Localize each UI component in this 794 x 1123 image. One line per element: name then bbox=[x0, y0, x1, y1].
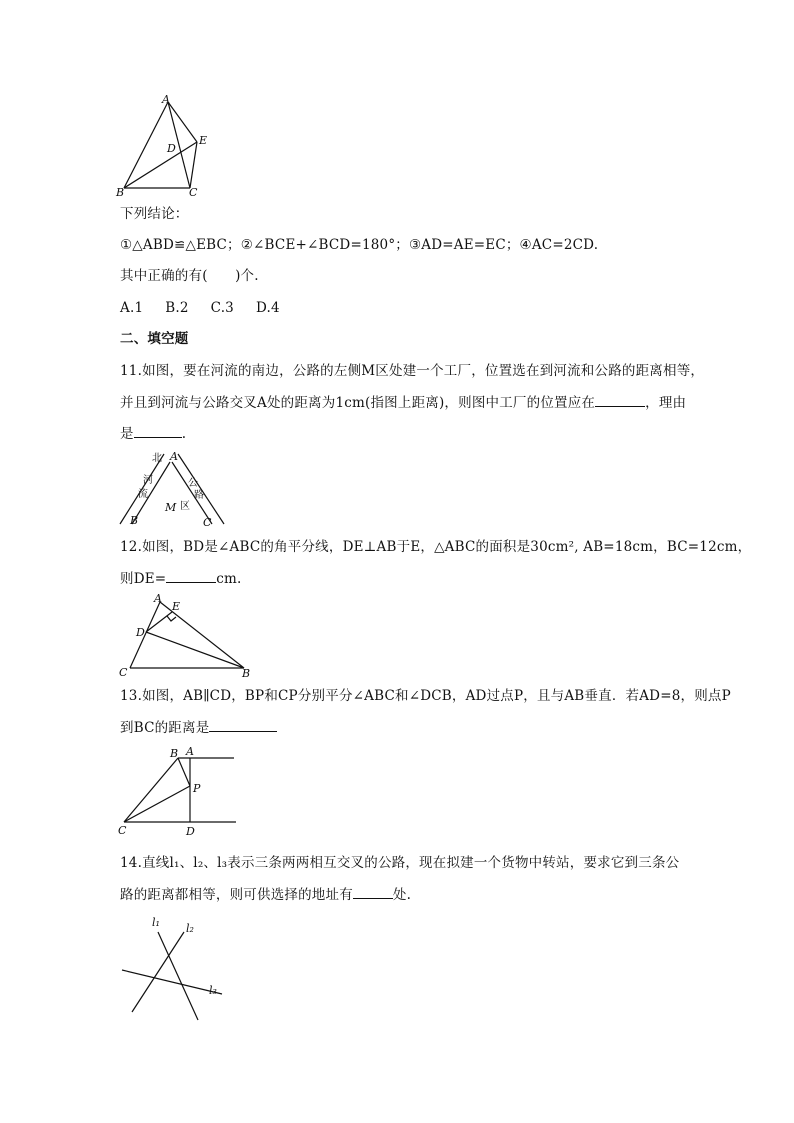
q13-label-d: D bbox=[186, 825, 195, 838]
q11-north-label: 北 bbox=[152, 453, 162, 464]
q13-line2 bbox=[120, 717, 277, 738]
q14-line2-text: 路的距离都相等，则可供选择的地址有 bbox=[120, 887, 353, 903]
q11-answer-blank-2[interactable] bbox=[134, 423, 182, 438]
q12-figure bbox=[116, 590, 256, 680]
q13-label-b: B bbox=[170, 747, 179, 760]
q11-road-label-2: 路 bbox=[194, 490, 204, 501]
q12-label-a: A bbox=[154, 592, 162, 605]
q13-line2-text: 到BC的距离是 bbox=[120, 720, 210, 736]
q10-label-b: B bbox=[116, 186, 125, 199]
q13-answer-blank[interactable] bbox=[209, 717, 277, 732]
q12-label-d: D bbox=[136, 626, 145, 639]
q11-line3-tail: . bbox=[181, 426, 187, 442]
q10-label-a: A bbox=[162, 93, 170, 106]
q10-question: 其中正确的有( )个. bbox=[120, 268, 259, 284]
q14-label-l3: l₃ bbox=[209, 984, 217, 997]
q14-figure bbox=[116, 912, 236, 1027]
q10-conclusions: ①△ABD≌△EBC；②∠BCE+∠BCD=180°；③AD=AE=EC；④AC=2CD. bbox=[120, 237, 599, 253]
q10-label-e: E bbox=[199, 134, 208, 147]
q12-label-b: B bbox=[242, 667, 251, 680]
q13-label-a: A bbox=[186, 745, 194, 758]
q14-label-l2: l₂ bbox=[186, 922, 194, 935]
q11-label-b: B bbox=[130, 514, 139, 527]
q11-label-c: C bbox=[203, 516, 212, 529]
q13-label-c: C bbox=[118, 824, 127, 837]
q12-line2-text: 则DE= bbox=[120, 571, 167, 587]
q11-line2-tail: ，理由 bbox=[645, 395, 687, 411]
q14-line1: 14.直线l₁、l₂、l₃表示三条两两相互交叉的公路，现在拟建一个货物中转站，要求它到三条公 bbox=[120, 855, 680, 871]
q12-label-c: C bbox=[119, 666, 128, 679]
q10-option-b: B.2 bbox=[165, 300, 189, 316]
q10-option-d: D.4 bbox=[255, 300, 280, 316]
q11-river-label-2: 流 bbox=[138, 489, 148, 500]
q10-intro: 下列结论： bbox=[120, 206, 189, 222]
q12-label-e: E bbox=[172, 600, 181, 613]
q13-figure bbox=[116, 744, 241, 839]
q10-figure bbox=[112, 92, 222, 202]
q11-road-label-1: 公 bbox=[188, 478, 198, 489]
q11-line3-text: 是 bbox=[120, 426, 134, 442]
q11-line2 bbox=[120, 392, 686, 413]
q12-line2 bbox=[120, 568, 242, 589]
q11-region-label: 区 bbox=[180, 501, 190, 512]
q10-label-c: C bbox=[189, 186, 198, 199]
q11-line1: 11.如图，要在河流的南边，公路的左侧M区处建一个工厂，位置选在到河流和公路的距离相等， bbox=[120, 363, 705, 379]
q11-river-label-1: 河 bbox=[143, 475, 153, 486]
q10-option-a: A.1 bbox=[120, 300, 144, 316]
q14-answer-blank[interactable] bbox=[353, 884, 393, 899]
q11-line2-text: 并且到河流与公路交叉A处的距离为1cm(指图上距离)，则图中工厂的位置应在 bbox=[120, 395, 596, 411]
q12-line1: 12.如图，BD是∠ABC的角平分线，DE⊥AB于E，△ABC的面积是30cm², AB=18cm，BC=12cm， bbox=[120, 539, 752, 555]
q11-line3 bbox=[120, 423, 186, 444]
section-title: 二、填空题 bbox=[120, 331, 189, 347]
q11-figure bbox=[116, 448, 231, 530]
q12-answer-blank[interactable] bbox=[166, 568, 216, 583]
q10-options bbox=[120, 298, 302, 318]
q13-label-p: P bbox=[193, 782, 201, 795]
q14-label-l1: l₁ bbox=[152, 916, 160, 929]
q11-label-a: A bbox=[170, 450, 178, 463]
q12-line2-tail: cm. bbox=[216, 571, 242, 587]
q10-option-c: C.3 bbox=[210, 300, 234, 316]
q14-line2 bbox=[120, 884, 411, 905]
q11-label-m: M bbox=[165, 501, 177, 514]
q14-line2-tail: 处. bbox=[392, 887, 412, 903]
q13-line1: 13.如图，AB∥CD，BP和CP分别平分∠ABC和∠DCB，AD过点P，且与AB垂直．若AD=8，则点P bbox=[120, 688, 731, 704]
q11-answer-blank-1[interactable] bbox=[595, 392, 645, 407]
q10-label-d: D bbox=[167, 142, 176, 155]
